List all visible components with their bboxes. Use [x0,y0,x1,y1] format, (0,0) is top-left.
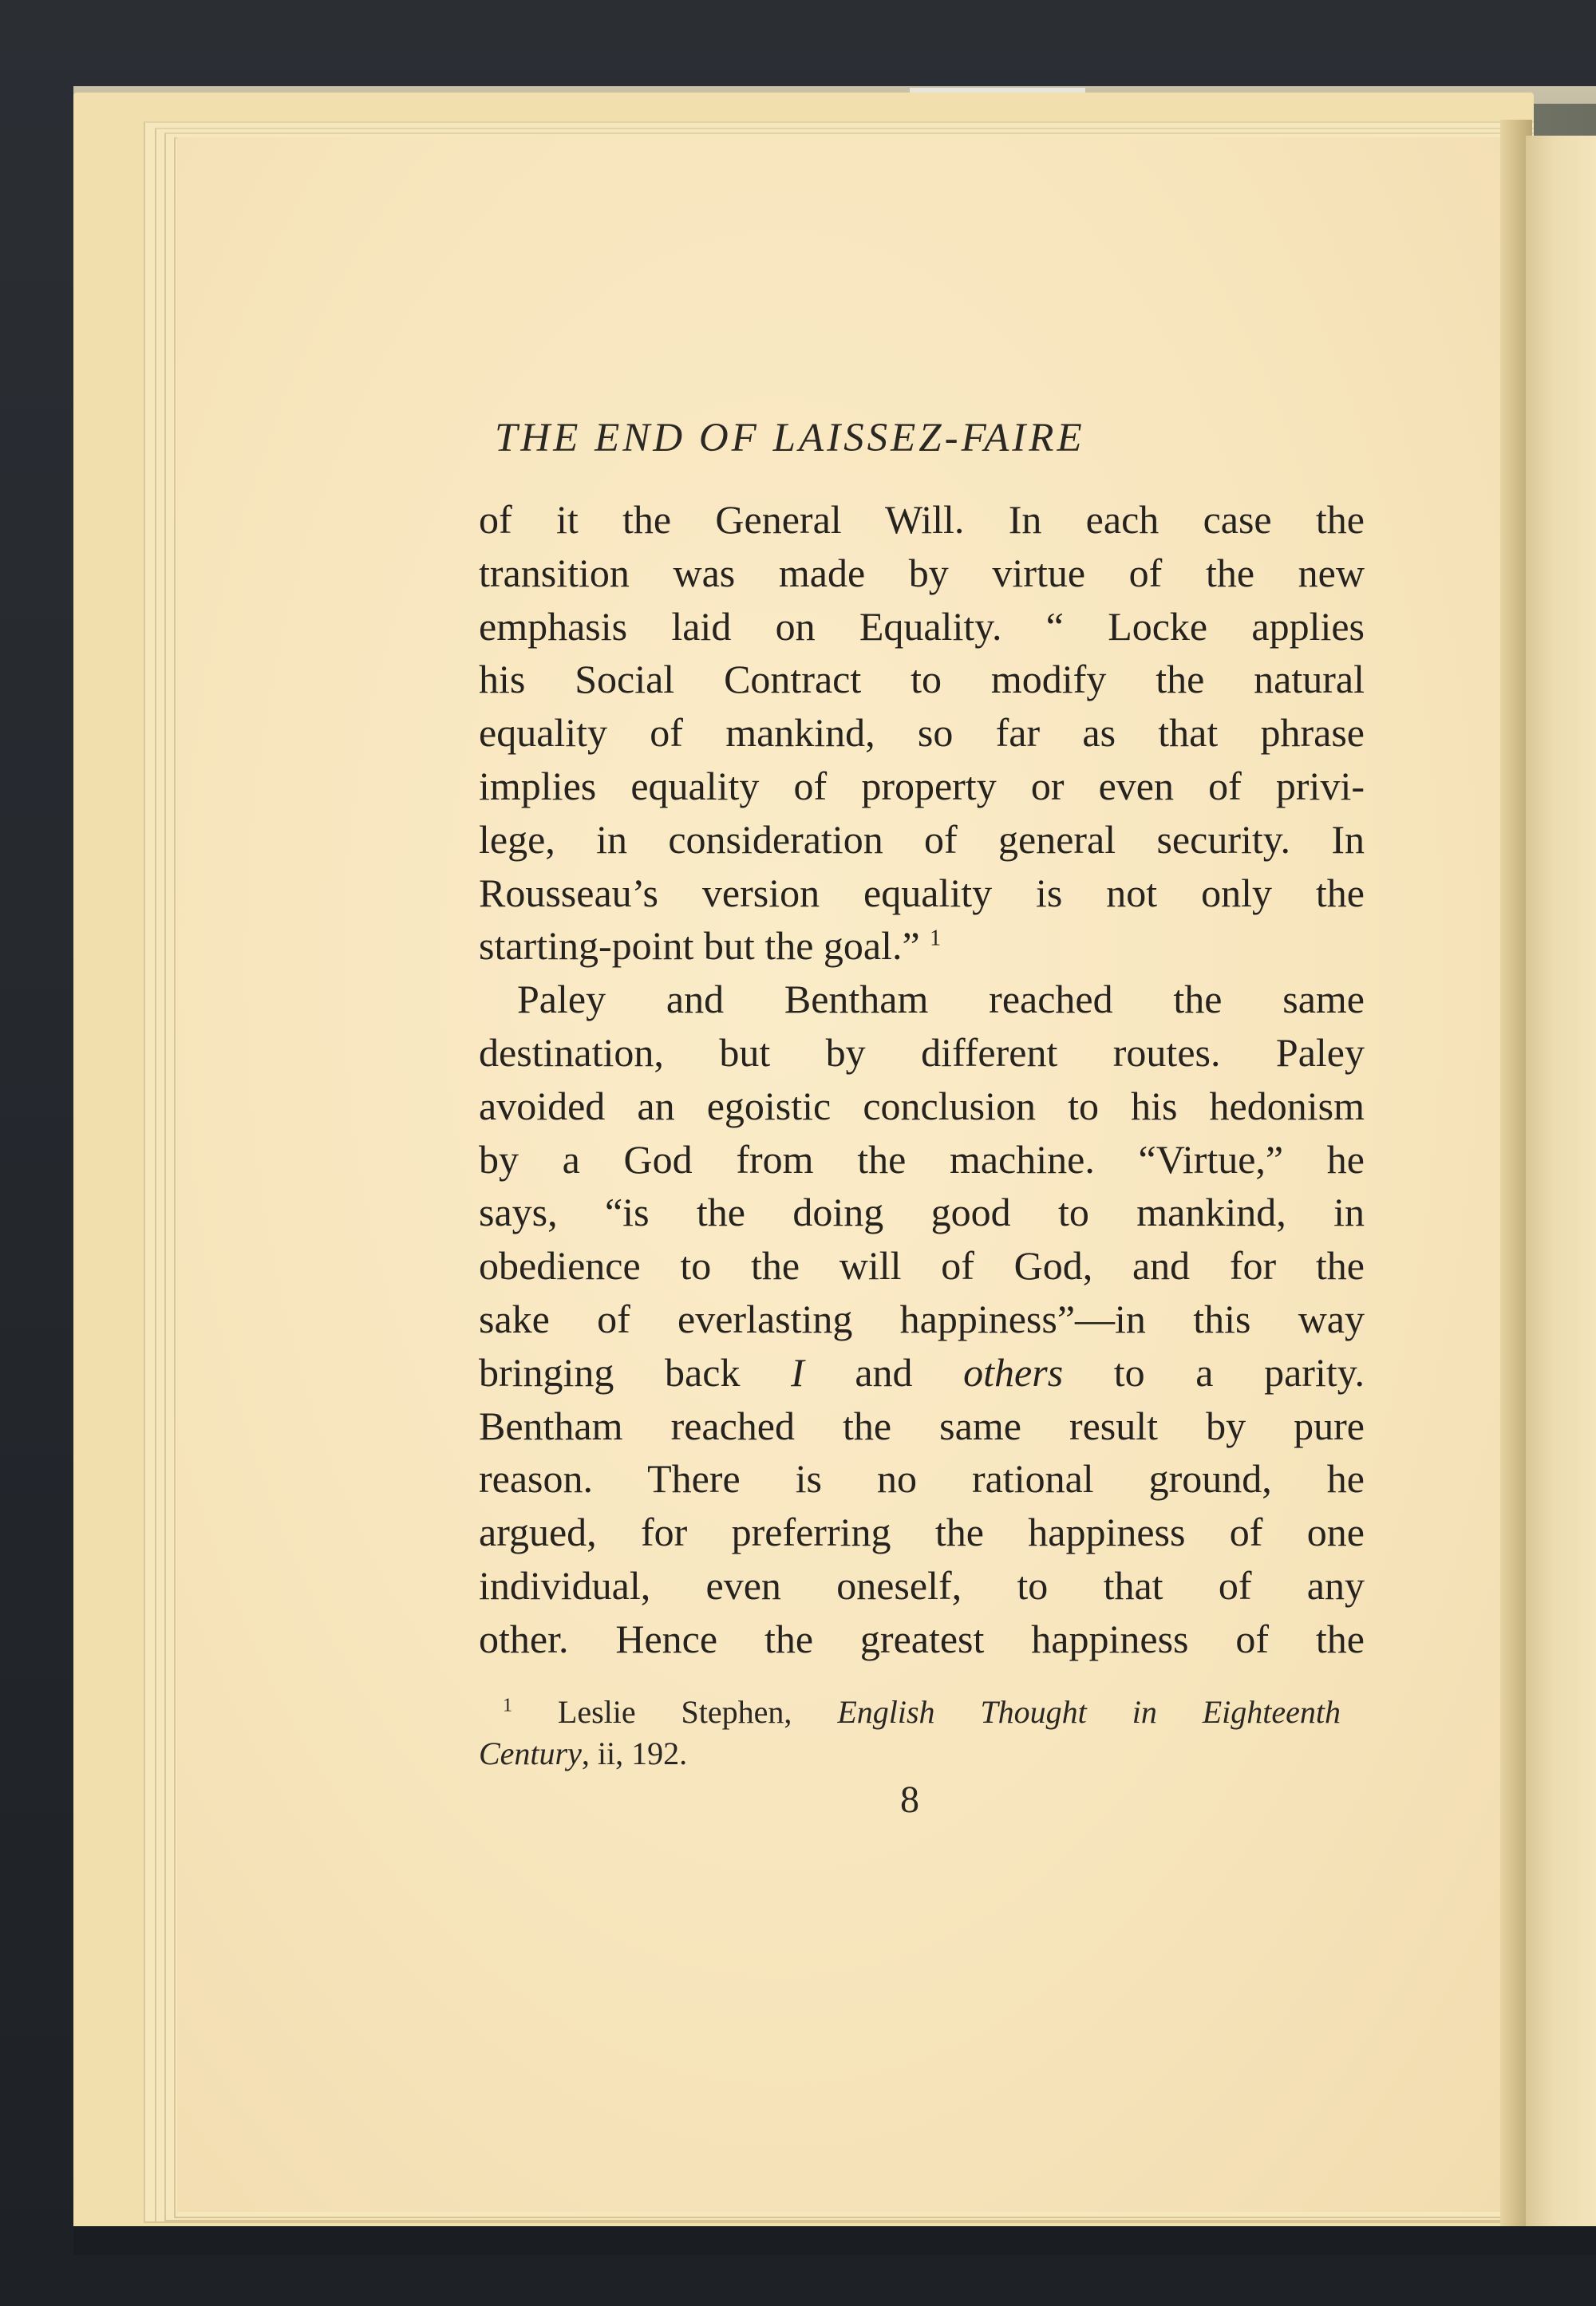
footnote [479,1692,1341,1775]
text-line: of it the General Will. In each case the [479,497,1365,542]
text-line: argued, for preferring the happiness of one [479,1510,1365,1555]
footnote-line [479,1692,1341,1733]
text-line: transition was made by virtue of the new [479,550,1365,595]
footnote-title: English Thought in Eighteenth [837,1694,1341,1730]
text-line: obedience to the will of God, and for the [479,1243,1365,1289]
running-head: THE END OF LAISSEZ-FAIRE [495,416,1085,460]
text-line: by a God from the machine. “Virtue,” he [479,1136,1365,1182]
italic-run: others [963,1349,1064,1395]
text-line: emphasis laid on Equality. “ Locke applies [479,603,1365,649]
paragraph-2 [479,973,1365,1665]
text-line: other. Hence the greatest happiness of the [479,1616,1365,1661]
text-run: and [804,1349,964,1395]
text-line: says, “is the doing good to mankind, in [479,1190,1365,1235]
body-text [479,493,1365,1666]
text-run: bringing back [479,1349,792,1395]
text-line: Rousseau’s version equality is not only the [479,870,1365,915]
text-line: individual, even oneself, to that of any [479,1562,1365,1608]
text-line-content: starting-point but the goal.” [479,923,920,969]
text-line: avoided an egoistic conclusion to his hedonism [479,1083,1365,1128]
italic-run: I [791,1349,804,1395]
page-number: 8 [900,1779,919,1821]
footnote-citation: , ii, 192. [581,1735,688,1771]
text-line [479,919,1365,973]
text-line: Bentham reached the same result by pure [479,1403,1365,1448]
bottom-shadow [73,2226,1596,2255]
text-line: Paley and Bentham reached the same [517,977,1365,1022]
footnote-line [479,1733,1341,1775]
text-line: equality of mankind, so far as that phrase [479,710,1365,756]
text-line: implies equality of property or even of privi- [479,763,1365,808]
text-line: lege, in consideration of general security. In [479,816,1365,862]
footnote-author: Leslie Stephen, [512,1694,838,1730]
text-line: reason. There is no rational ground, he [479,1456,1365,1502]
footnote-number: 1 [503,1695,512,1716]
footnote-reference: 1 [930,926,942,951]
text-run: to a parity. [1063,1349,1365,1395]
facing-page-edge [1526,136,1596,2242]
footnote-title: Century [479,1735,582,1771]
text-line: sake of everlasting happiness”—in this way [479,1296,1365,1341]
paragraph-1 [479,493,1365,973]
text-line [479,1346,1365,1400]
text-line: his Social Contract to modify the natural [479,657,1365,702]
text-line: destination, but by different routes. Paley [479,1029,1365,1075]
